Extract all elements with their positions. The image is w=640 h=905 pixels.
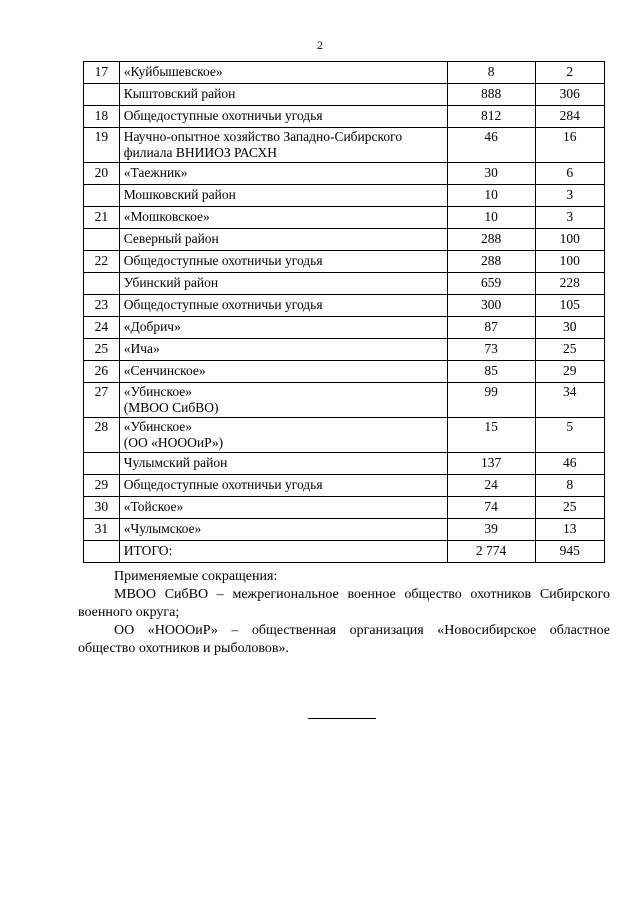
table-row [84,497,605,519]
row-value-2: 228 [535,273,604,295]
row-value-1: 659 [447,273,535,295]
row-value-1: 99 [447,383,535,418]
row-name [119,128,447,163]
row-name-line: «Мошковское» [123,209,210,224]
row-value-1: 39 [447,519,535,541]
table-row [84,229,605,251]
row-number [84,84,120,106]
row-name [119,361,447,383]
row-name-line: Общедоступные охотничьи угодья [123,477,323,492]
row-number: 26 [84,361,120,383]
row-name [119,519,447,541]
notes-heading: Применяемые сокращения: [114,569,278,584]
table-row [84,163,605,185]
row-name [119,453,447,475]
row-value-2: 2 [535,62,604,84]
table-row [84,295,605,317]
row-number: 19 [84,128,120,163]
row-name-line: «Таежник» [123,165,188,180]
row-value-2: 5 [535,418,604,453]
row-number: 20 [84,163,120,185]
table-row [84,475,605,497]
row-value-1: 888 [447,84,535,106]
row-name-line: «Убинское» [123,419,193,434]
row-name-line: «Ича» [123,341,160,356]
table-row [84,418,605,453]
row-name-line: Общедоступные охотничьи угодья [123,253,323,268]
row-number [84,453,120,475]
page-number: 2 [317,38,323,52]
row-name-line: Общедоступные охотничьи угодья [123,108,323,123]
row-number: 17 [84,62,120,84]
row-name-line-2: (МВОО СибВО) [123,400,219,415]
row-value-1: 15 [447,418,535,453]
row-value-2: 3 [535,185,604,207]
row-number: 28 [84,418,120,453]
row-number: 31 [84,519,120,541]
row-name-line: Научно-опытное хозяйство Западно-Сибирского [123,129,403,144]
row-name [119,475,447,497]
table-row [84,541,605,563]
table-row [84,519,605,541]
row-value-1: 812 [447,106,535,128]
row-name-line: Северный район [123,231,219,246]
row-value-1: 24 [447,475,535,497]
table-body [84,62,605,563]
table-row [84,339,605,361]
row-name-line-2: филиала ВНИИОЗ РАСХН [123,145,278,160]
row-name-line: «Убинское» [123,384,193,399]
row-name-line: Кыштовский район [123,86,236,101]
row-name-line: «Добрич» [123,319,181,334]
row-number: 25 [84,339,120,361]
row-name [119,541,447,563]
row-number [84,229,120,251]
row-name [119,273,447,295]
row-name [119,339,447,361]
row-value-2: 306 [535,84,604,106]
row-name [119,497,447,519]
row-name-line: «Куйбышевское» [123,64,223,79]
hunting-grounds-table [83,61,605,563]
table-row [84,383,605,418]
table-row [84,128,605,163]
row-value-1: 137 [447,453,535,475]
row-name-line: Мошковский район [123,187,236,202]
row-value-1: 74 [447,497,535,519]
row-name-line: Чулымский район [123,455,228,470]
row-name [119,207,447,229]
row-name [119,185,447,207]
row-value-2: 105 [535,295,604,317]
row-number: 24 [84,317,120,339]
row-value-2: 100 [535,229,604,251]
row-name-line: «Чулымское» [123,521,202,536]
row-value-1: 30 [447,163,535,185]
row-number: 29 [84,475,120,497]
row-value-2: 34 [535,383,604,418]
row-number: 23 [84,295,120,317]
row-value-2: 3 [535,207,604,229]
row-value-1: 288 [447,251,535,273]
row-value-2: 16 [535,128,604,163]
row-name [119,62,447,84]
row-value-1: 288 [447,229,535,251]
row-name-line: «Тойское» [123,499,184,514]
note-item: ОО «НОООиР» – общественная организация «Новосибирское областное общество охотников и рыболовов». [78,623,610,656]
row-name [119,106,447,128]
table-row [84,185,605,207]
table-row [84,84,605,106]
row-value-2: 284 [535,106,604,128]
row-number: 22 [84,251,120,273]
row-name [119,418,447,453]
row-value-2: 100 [535,251,604,273]
row-value-1: 300 [447,295,535,317]
row-value-2: 30 [535,317,604,339]
row-number: 21 [84,207,120,229]
row-value-2: 46 [535,453,604,475]
row-number: 30 [84,497,120,519]
row-name-line: Общедоступные охотничьи угодья [123,297,323,312]
table-row [84,251,605,273]
abbreviations-notes [78,568,610,658]
row-value-1: 10 [447,207,535,229]
table-row [84,207,605,229]
row-name-line: Убинский район [123,275,219,290]
row-name-line-2: (ОО «НОООиР») [123,435,224,450]
row-value-2: 29 [535,361,604,383]
row-value-1: 2 774 [447,541,535,563]
row-value-1: 10 [447,185,535,207]
row-name [119,229,447,251]
row-number [84,541,120,563]
row-name [119,84,447,106]
row-name [119,383,447,418]
end-separator-line [308,718,376,719]
note-item: МВОО СибВО – межрегиональное военное общество охотников Сибирского военного округа; [78,587,610,620]
row-number [84,185,120,207]
row-name [119,317,447,339]
row-value-2: 13 [535,519,604,541]
row-value-1: 87 [447,317,535,339]
row-value-2: 8 [535,475,604,497]
row-value-1: 73 [447,339,535,361]
row-value-2: 945 [535,541,604,563]
row-name [119,163,447,185]
table-row [84,106,605,128]
row-number: 27 [84,383,120,418]
row-name-line: «Сенчинское» [123,363,206,378]
row-name [119,251,447,273]
row-value-1: 85 [447,361,535,383]
table-row [84,453,605,475]
table-row [84,361,605,383]
row-name-line: ИТОГО: [123,543,173,558]
row-number: 18 [84,106,120,128]
row-number [84,273,120,295]
row-value-1: 8 [447,62,535,84]
table-row [84,317,605,339]
table-row [84,273,605,295]
row-value-1: 46 [447,128,535,163]
row-value-2: 6 [535,163,604,185]
row-name [119,295,447,317]
row-value-2: 25 [535,339,604,361]
table-row [84,62,605,84]
row-value-2: 25 [535,497,604,519]
